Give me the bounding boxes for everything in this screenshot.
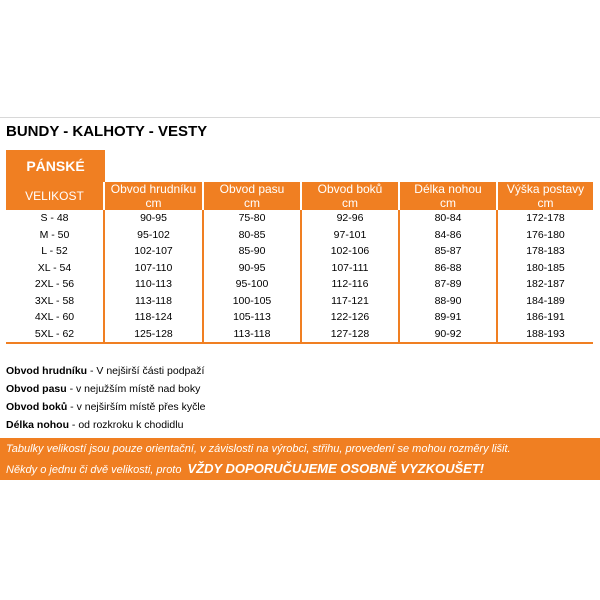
table-row: [6, 326, 593, 344]
measurement-cell: 186-191: [497, 309, 593, 326]
column-header: Obvod pasu cm: [203, 182, 301, 210]
table-header-row: [6, 182, 593, 210]
legend-item: [6, 398, 206, 416]
notice-text: Někdy o jednu či dvě velikosti, proto: [6, 464, 182, 476]
column-header: Výška postavy cm: [497, 182, 593, 210]
measurement-cell: 88-90: [399, 293, 497, 310]
size-cell: M - 50: [39, 228, 70, 241]
table-row: [6, 260, 593, 277]
notice-line: [6, 461, 484, 476]
measurement-cell: 127-128: [301, 326, 399, 344]
legend-item: [6, 380, 206, 398]
table-row: [6, 309, 593, 326]
table-row: [6, 210, 593, 227]
measurement-cell: 184-189: [497, 293, 593, 310]
measurement-cell: 90-95: [104, 210, 203, 227]
size-cell: 4XL - 60: [34, 311, 75, 324]
notice-emphasis: VŽDY DOPORUČUJEME OSOBNĚ VYZKOUŠET!: [187, 461, 485, 476]
size-cell: 3XL - 58: [34, 294, 75, 307]
measurement-cell: 113-118: [104, 293, 203, 310]
table-row: [6, 227, 593, 244]
measurement-cell: 180-185: [497, 260, 593, 277]
column-header: Délka nohou cm: [399, 182, 497, 210]
measurement-cell: 107-110: [104, 260, 203, 277]
legend-item: [6, 416, 206, 434]
measurement-cell: 85-90: [203, 243, 301, 260]
measurement-cell: 102-106: [301, 243, 399, 260]
size-cell: L - 52: [41, 245, 68, 258]
measurement-cell: 188-193: [497, 326, 593, 344]
notice-line: Tabulky velikostí jsou pouze orientační, v závislosti na výrobci, střihu, provedení se mohou rozměry lišit.: [6, 443, 511, 455]
measurement-cell: 113-118: [203, 326, 301, 344]
measurement-cell: 176-180: [497, 227, 593, 244]
table-row: [6, 276, 593, 293]
measurement-cell: 95-100: [203, 276, 301, 293]
measurement-cell: 107-111: [301, 260, 399, 277]
table-row: [6, 243, 593, 260]
legend-term: Délka nohou: [6, 419, 70, 431]
legend-term: Obvod pasu: [6, 383, 67, 395]
measurement-cell: 110-113: [104, 276, 203, 293]
measurement-cell: 89-91: [399, 309, 497, 326]
measurement-cell: 84-86: [399, 227, 497, 244]
size-cell: 5XL - 62: [6, 326, 104, 344]
legend-description: - v nejširším místě přes kyčle: [67, 401, 206, 413]
measurement-cell: 90-95: [203, 260, 301, 277]
size-column-header: VELIKOST: [6, 182, 104, 210]
legend-description: - od rozkroku k chodidlu: [69, 419, 184, 431]
measurement-cell: 172-178: [497, 210, 593, 227]
column-header: Obvod boků cm: [301, 182, 399, 210]
size-table: [6, 182, 593, 344]
legend-term: Obvod boků: [6, 401, 68, 413]
measurement-cell: 178-183: [497, 243, 593, 260]
measurement-cell: 95-102: [104, 227, 203, 244]
measurement-cell: 80-84: [399, 210, 497, 227]
measurement-cell: 86-88: [399, 260, 497, 277]
measurement-cell: 75-80: [203, 210, 301, 227]
category-tab: PÁNSKÉ: [6, 150, 105, 182]
measurement-cell: 80-85: [203, 227, 301, 244]
measurement-cell: 125-128: [104, 326, 203, 344]
column-header: Obvod hrudníku cm: [104, 182, 203, 210]
measurement-cell: 90-92: [399, 326, 497, 344]
legend-description: - v nejužším místě nad boky: [66, 383, 201, 395]
table-body: [6, 210, 593, 343]
measurement-cell: 117-121: [301, 293, 399, 310]
legend-item: [6, 362, 206, 380]
measurement-cell: 100-105: [203, 293, 301, 310]
measurement-cell: 105-113: [203, 309, 301, 326]
legend-term: Obvod hrudníku: [6, 365, 88, 377]
measurement-cell: 118-124: [104, 309, 203, 326]
measurement-cell: 182-187: [497, 276, 593, 293]
page-title: BUNDY - KALHOTY - VESTY: [6, 123, 208, 140]
measurement-legend: [6, 362, 206, 434]
legend-description: - V nejširší části podpaží: [87, 365, 205, 377]
measurement-cell: 97-101: [301, 227, 399, 244]
top-divider: [0, 117, 600, 118]
size-cell: XL - 54: [37, 261, 72, 274]
measurement-cell: 112-116: [301, 276, 399, 293]
size-cell: S - 48: [40, 212, 69, 225]
measurement-cell: 85-87: [399, 243, 497, 260]
measurement-cell: 122-126: [301, 309, 399, 326]
measurement-cell: 87-89: [399, 276, 497, 293]
notice-banner: [0, 438, 600, 480]
table-row: [6, 293, 593, 310]
measurement-cell: 102-107: [104, 243, 203, 260]
measurement-cell: 92-96: [301, 210, 399, 227]
size-cell: 2XL - 56: [34, 278, 75, 291]
